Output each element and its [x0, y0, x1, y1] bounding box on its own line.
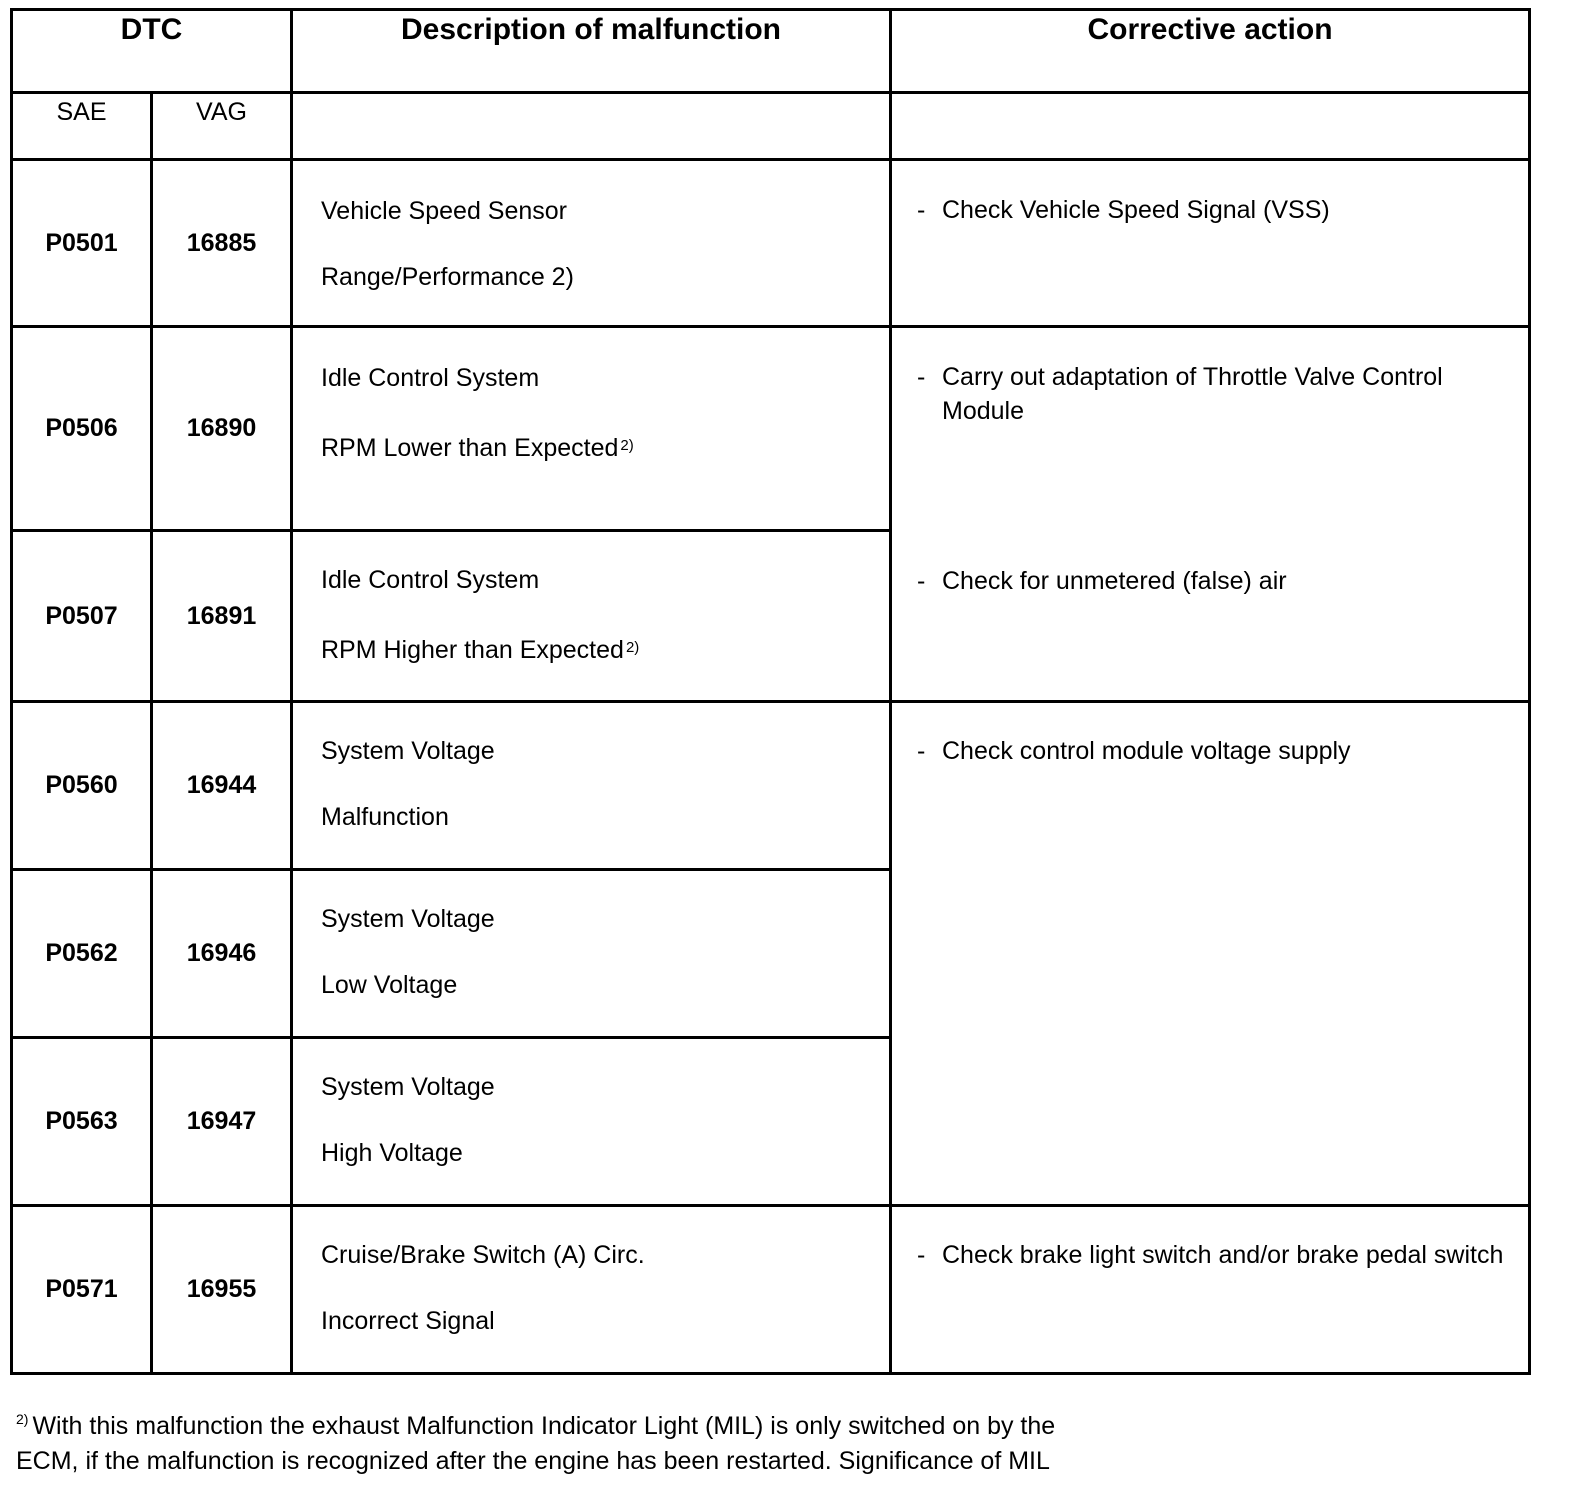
action-item	[917, 360, 1508, 428]
description-line: System Voltage	[321, 905, 495, 933]
footnote-marker: 2)	[625, 639, 640, 656]
action-text: Check control module voltage supply	[942, 737, 1351, 765]
description-line: Idle Control System	[321, 566, 540, 594]
action-item	[917, 564, 1508, 598]
description-line: Cruise/Brake Switch (A) Circ.	[321, 1241, 645, 1269]
bullet-dash: -	[917, 1241, 926, 1269]
description-text: RPM Higher than Expected	[321, 636, 624, 664]
corrective-action-cell	[891, 327, 1530, 702]
action-item	[917, 193, 1508, 227]
footnote	[16, 1410, 1516, 1477]
action-text: Carry out adaptation of Throttle Valve Control Module	[942, 363, 1443, 425]
dtc-header: DTC	[12, 10, 292, 93]
subheader-row	[12, 93, 1530, 160]
sae-code: P0571	[12, 1206, 152, 1374]
description-cell	[292, 1206, 891, 1374]
description-line: Malfunction	[321, 803, 449, 831]
footnote-marker: 2)	[16, 1411, 29, 1427]
description-cell	[292, 702, 891, 870]
vag-code: 16944	[152, 702, 292, 870]
description-cell	[292, 1038, 891, 1206]
header-row	[12, 10, 1530, 93]
description-line: Low Voltage	[321, 971, 458, 999]
sae-code: P0560	[12, 702, 152, 870]
description-line: Range/Performance 2)	[321, 263, 574, 291]
vag-code: 16947	[152, 1038, 292, 1206]
footnote-line	[16, 1410, 1516, 1445]
description-line: Idle Control System	[321, 364, 540, 392]
description-line: Incorrect Signal	[321, 1307, 495, 1335]
corrective-action-cell	[891, 702, 1530, 1206]
table-row	[12, 160, 1530, 327]
action-text: Check brake light switch and/or brake pedal switch	[942, 1241, 1504, 1269]
description-text: RPM Lower than Expected	[321, 434, 619, 462]
bullet-dash: -	[917, 363, 926, 391]
corrective-action-header: Corrective action	[891, 10, 1530, 93]
description-line	[321, 436, 889, 461]
action-text: Check Vehicle Speed Signal (VSS)	[942, 196, 1330, 224]
footnote-text: With this malfunction the exhaust Malfunction Indicator Light (MIL) is only switched on by the	[32, 1412, 1056, 1440]
vag-code: 16885	[152, 160, 292, 327]
description-cell	[292, 160, 891, 327]
vag-code: 16946	[152, 870, 292, 1038]
description-cell	[292, 870, 891, 1038]
sae-code: P0506	[12, 327, 152, 531]
table-row	[12, 702, 1530, 870]
table-row	[12, 327, 1530, 531]
sae-code: P0507	[12, 531, 152, 702]
description-cell	[292, 327, 891, 531]
corrective-action-cell	[891, 160, 1530, 327]
vag-header: VAG	[152, 93, 292, 160]
bullet-dash: -	[917, 196, 926, 224]
sae-code: P0501	[12, 160, 152, 327]
action-item	[917, 1238, 1508, 1272]
corrective-subheader-empty	[891, 93, 1530, 160]
description-line: High Voltage	[321, 1139, 463, 1167]
action-item	[917, 734, 1508, 768]
footnote-line: ECM, if the malfunction is recognized after the engine has been restarted. Significance of MIL	[16, 1447, 1050, 1475]
dtc-table	[10, 8, 1531, 1375]
description-line: Vehicle Speed Sensor	[321, 197, 568, 225]
description-header: Description of malfunction	[292, 10, 891, 93]
sae-code: P0562	[12, 870, 152, 1038]
bullet-dash: -	[917, 737, 926, 765]
bullet-dash: -	[917, 567, 926, 595]
footnote-marker: 2)	[620, 437, 634, 454]
corrective-action-cell	[891, 1206, 1530, 1374]
description-line: System Voltage	[321, 737, 495, 765]
vag-code: 16890	[152, 327, 292, 531]
sae-header: SAE	[12, 93, 152, 160]
description-line: System Voltage	[321, 1073, 495, 1101]
description-line	[321, 638, 889, 663]
description-cell	[292, 531, 891, 702]
sae-code: P0563	[12, 1038, 152, 1206]
action-text: Check for unmetered (false) air	[942, 567, 1287, 595]
description-subheader-empty	[292, 93, 891, 160]
vag-code: 16891	[152, 531, 292, 702]
vag-code: 16955	[152, 1206, 292, 1374]
table-row	[12, 1206, 1530, 1374]
